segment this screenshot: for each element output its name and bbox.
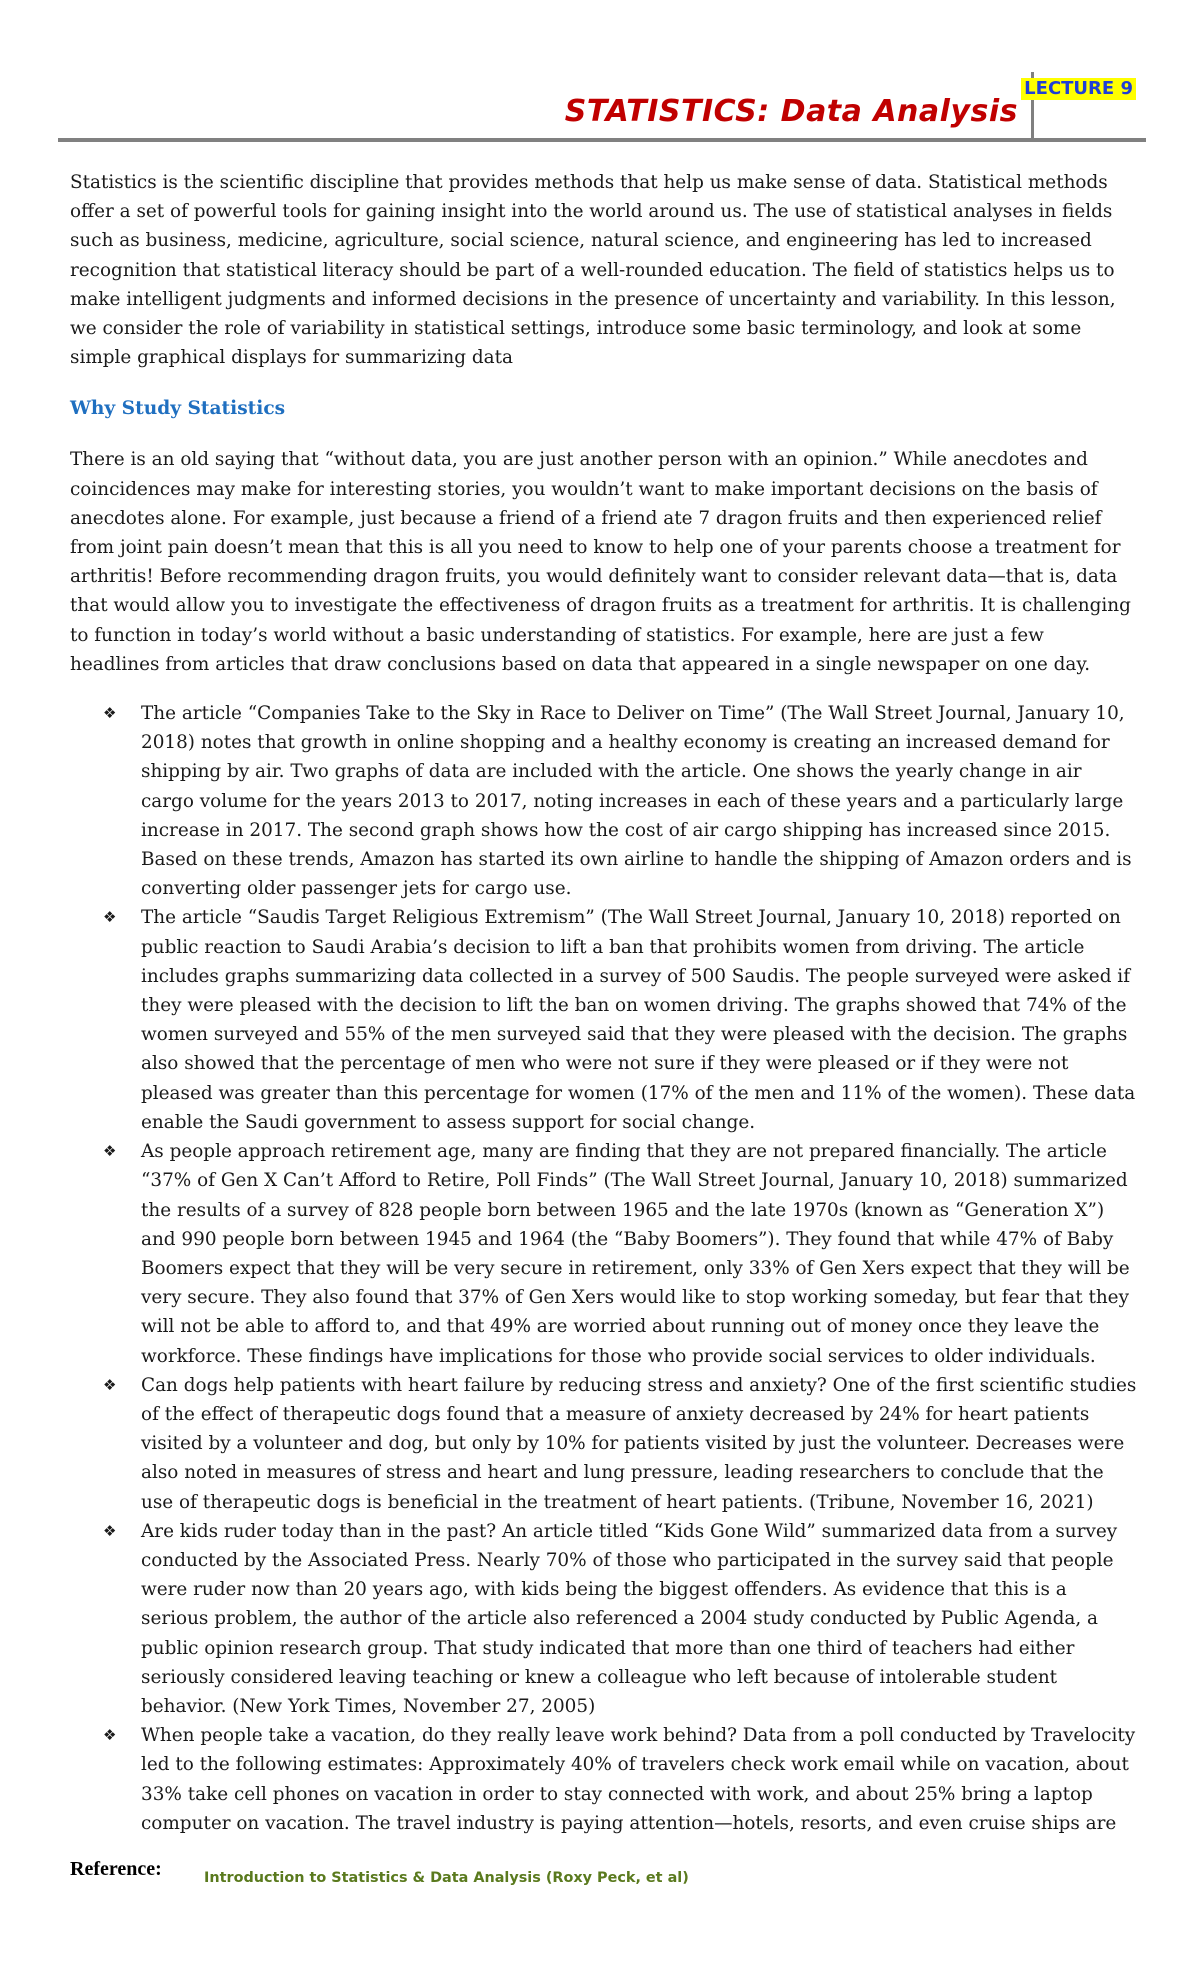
list-item (103, 1721, 1138, 1838)
section-paragraph: There is an old saying that “without data, you are just another person with an opinion.” While anecdotes and coincidences may make for interesting stories, you wouldn’t want to make important decisions on the basis of anecdotes alone. For example, just because a friend of a friend ate 7 dragon fruits and then experienced relief from joint pain doesn’t mean that this is all you need to know to help one of your parents choose a treatment for arthritis! Before recommending dragon fruits, you would definitely want to consider relevant data—that is, data that would allow you to investigate the effectiveness of dragon fruits as a treatment for arthritis. It is challenging to function in today’s world without a basic understanding of statistics. For example, here are just a few headlines from articles that draw conclusions based on data that appeared in a single newspaper on one day. (70, 449, 1131, 675)
list-item (103, 699, 1138, 903)
diamond-bullet-icon: ❖ (103, 1726, 117, 1745)
header-rule (58, 138, 1146, 142)
list-item (103, 1517, 1138, 1721)
header-title: STATISTICS: Data Analysis (564, 94, 1018, 129)
list-item-text: As people approach retirement age, many are finding that they are not prepared financially. The article “37% of Gen X Can’t Afford to Retire, Poll Finds” (The Wall Street Journal, January 10, 2018) summarized the results of a survey of 828 people born between 1965 and the late 1970s (known as “Generation X”) and 990 people born between 1945 and 1964 (the “Baby Boomers”). They found that while 47% of Baby Boomers expect that they will be very secure in retirement, only 33% of Gen Xers expect that they will be very secure. They also found that 37% of Gen Xers would like to stop working someday, but fear that they will not be able to afford to, and that 49% are worried about running out of money once they leave the workforce. These findings have implications for those who provide social services to older individuals. (141, 1141, 1130, 1367)
diamond-bullet-icon: ❖ (103, 1521, 117, 1540)
lecture-badge: LECTURE 9 (1021, 78, 1136, 100)
list-item-text: Are kids ruder today than in the past? An article titled “Kids Gone Wild” summarized data from a survey conducted by the Associated Press. Nearly 70% of those who participated in the survey said that people were ruder now than 20 years ago, with kids being the biggest offenders. As evidence that this is a serious problem, the author of the article also referenced a 2004 study conducted by Public Agenda, a public opinion research group. That study indicated that more than one third of teachers had either seriously considered leaving teaching or knew a colleague who left because of intolerable student behavior. (New York Times, November 27, 2005) (141, 1520, 1118, 1717)
reference-citation: Introduction to Statistics & Data Analysis (Roxy Peck, et al) (204, 1870, 689, 1886)
list-item (103, 903, 1138, 1137)
diamond-bullet-icon: ❖ (103, 704, 117, 723)
headline-list (70, 699, 1138, 1838)
list-item-text: The article “Companies Take to the Sky in Race to Deliver on Time” (The Wall Street Journal, January 10, 2018) notes that growth in online shopping and a healthy economy is creating an increased demand for shipping by air. Two graphs of data are included with the article. One shows the yearly change in air cargo volume for the years 2013 to 2017, noting increases in each of these years and a particularly large increase in 2017. The second graph shows how the cost of air cargo shipping has increased since 2015. Based on these trends, Amazon has started its own airline to handle the shipping of Amazon orders and is converting older passenger jets for cargo use. (141, 703, 1132, 900)
list-item (103, 1371, 1138, 1517)
page-footer (70, 1858, 1070, 1898)
list-item (103, 1137, 1138, 1371)
section-heading: Why Study Statistics (70, 398, 286, 420)
diamond-bullet-icon: ❖ (103, 908, 117, 927)
list-item-text: When people take a vacation, do they really leave work behind? Data from a poll conducted by Travelocity led to the following estimates: Approximately 40% of travelers check work email while on vacation, about 33% take cell phones on vacation in order to stay connected with work, and about 25% bring a laptop computer on vacation. The travel industry is paying attention—hotels, resorts, and even cruise ships are (141, 1725, 1136, 1834)
diamond-bullet-icon: ❖ (103, 1142, 117, 1161)
reference-label: Reference: (70, 1858, 162, 1880)
list-item-text: Can dogs help patients with heart failure by reducing stress and anxiety? One of the first scientific studies of the effect of therapeutic dogs found that a measure of anxiety decreased by 24% for heart patients visited by a volunteer and dog, but only by 10% for patients visited by just the volunteer. Decreases were also noted in measures of stress and heart and lung pressure, leading researchers to conclude that the use of therapeutic dogs is beneficial in the treatment of heart patients. (Tribune, November 16, 2021) (141, 1374, 1137, 1513)
diamond-bullet-icon: ❖ (103, 1375, 117, 1394)
list-item-text: The article “Saudis Target Religious Extremism” (The Wall Street Journal, January 10, 2018) reported on public reaction to Saudi Arabia’s decision to lift a ban that prohibits women from driving. The article includes graphs summarizing data collected in a survey of 500 Saudis. The people surveyed were asked if they were pleased with the decision to lift the ban on women driving. The graphs showed that 74% of the women surveyed and 55% of the men surveyed said that they were pleased with the decision. The graphs also showed that the percentage of men who were not sure if they were pleased or if they were not pleased was greater than this percentage for women (17% of the men and 11% of the women). These data enable the Saudi government to assess support for social change. (141, 907, 1136, 1133)
page-header (58, 72, 1146, 142)
intro-paragraph: Statistics is the scientific discipline that provides methods that help us make sense of data. Statistical methods offer a set of powerful tools for gaining insight into the world around us. The use of statistical analyses in fields such as business, medicine, agriculture, social science, natural science, and engineering has led to increased recognition that statistical literacy should be part of a well-rounded education. The field of statistics helps us to make intelligent judgments and informed decisions in the presence of uncertainty and variability. In this lesson, we consider the role of variability in statistical settings, introduce some basic terminology, and look at some simple graphical displays for summarizing data (70, 172, 1116, 369)
page-content (70, 168, 1138, 1838)
